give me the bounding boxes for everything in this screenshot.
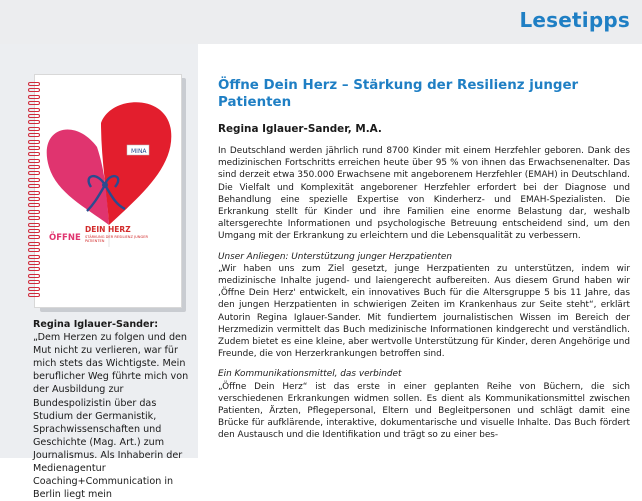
spiral-ring bbox=[28, 229, 40, 233]
spiral-ring bbox=[28, 133, 40, 137]
ribbon-knot bbox=[102, 182, 108, 188]
spiral-ring bbox=[28, 197, 40, 201]
book-cover-art bbox=[35, 75, 181, 307]
article-paragraph-3: „Öffne Dein Herz“ ist das erste in einer geplanten Reihe von Büchern, die sich verschiedenen Erkrankungen widmen sollen. Es dient als Kommunikationsmittel zwischen Patienten, Ärzten, Pflegepersonal, Eltern und Begleitpersonen und schlägt damit eine Brücke für aufklärende, interaktive, dokumentarische und visuelle Inhalte. Das Buch fördert den Austausch und die Identifikation und trägt so zu einer bes- bbox=[218, 381, 630, 441]
name-sticker-text: MINA bbox=[131, 148, 147, 155]
book-subtitle: STÄRKUNG DER RESILIENZ JUNGER PATIENTEN bbox=[85, 235, 149, 244]
spiral-ring bbox=[28, 255, 40, 259]
spiral-ring bbox=[28, 146, 40, 150]
article-author: Regina Iglauer-Sander, M.A. bbox=[218, 123, 382, 135]
spiral-ring bbox=[28, 293, 40, 297]
spiral-ring bbox=[28, 261, 40, 265]
bio-author-name: Regina Iglauer-Sander: bbox=[33, 319, 159, 330]
section-title: Lesetipps bbox=[519, 8, 630, 32]
spiral-ring bbox=[28, 203, 40, 207]
book-title-left: ÖFFNE bbox=[49, 233, 81, 243]
spiral-ring bbox=[28, 114, 40, 118]
spiral-ring bbox=[28, 216, 40, 220]
spiral-ring bbox=[28, 140, 40, 144]
spiral-ring bbox=[28, 171, 40, 175]
spiral-ring bbox=[28, 184, 40, 188]
book-image bbox=[34, 74, 186, 310]
article-subhead-2: Ein Kommunikationsmittel, das verbindet bbox=[218, 369, 402, 380]
article-title: Öffne Dein Herz – Stärkung der Resilienz junger Patienten bbox=[218, 78, 579, 110]
left-column bbox=[0, 44, 198, 501]
article-subhead-1: Unser Anliegen: Unterstützung junger Herzpatienten bbox=[218, 251, 452, 262]
author-bio bbox=[33, 318, 193, 501]
spiral-ring bbox=[28, 223, 40, 227]
spiral-ring bbox=[28, 127, 40, 131]
spiral-ring bbox=[28, 82, 40, 86]
spiral-ring bbox=[28, 235, 40, 239]
spiral-ring bbox=[28, 191, 40, 195]
article-paragraph-1: In Deutschland werden jährlich rund 8700 Kinder mit einem Herzfehler geboren. Dank des medizinischen Fortschritts erreichen heute über 95 % von ihnen das Erwachsenenalter. Das sind derzeit etwa 350.000 Erwachsene mit angeborenem Herzfehler (EMAH) in Deutschland. Die Vielfalt und Komplexität angeborener Herzfehler erfordert bei der Diagnose und Behandlung eine spezielle Expertise von Kinderherz- und EMAH-Spezialisten. Die Erkrankung stellt für Kinder und ihre Familien eine enorme Belastung dar, weshalb altersgerechte Informationen und psychologische Betreuung entscheidend sind, um den Umgang mit der Erkrankung zu erleichtern und die Lebensqualität zu verbessern. bbox=[218, 146, 630, 242]
spiral-ring bbox=[28, 267, 40, 271]
spiral-ring bbox=[28, 178, 40, 182]
article-paragraph-2: „Wir haben uns zum Ziel gesetzt, junge Herzpatienten zu unterstützen, indem wir medizinische Inhalte jugend- und laiengerecht aufbereiten. Aus diesem Grund haben wir ‚Öffne Dein Herz' entwickelt, ein innovatives Buch für die Altersgruppe 5 bis 11 Jahre, das den jungen Herzpatienten in schwierigen Zeiten im Krankenhaus zur Seite steht“, erklärt Autorin Regina Iglauer-Sander. Mit fundiertem journalistischen Wissen im Bereich der Herzmedizin vermittelt das Buch medizinische Informationen kindgerecht und verständlich. Zudem bietet es eine kleine, aber wertvolle Unterstützung für Kinder, deren Angehörige und Freunde, die von Herzerkrankungen betroffen sind. bbox=[218, 263, 630, 360]
spiral-ring bbox=[28, 120, 40, 124]
book-title-right: DEIN HERZ bbox=[85, 225, 131, 234]
book-cover bbox=[34, 74, 182, 308]
spiral-ring bbox=[28, 248, 40, 252]
spiral-ring bbox=[28, 210, 40, 214]
spiral-ring bbox=[28, 287, 40, 291]
spiral-ring bbox=[28, 152, 40, 156]
spiral-ring bbox=[28, 101, 40, 105]
spiral-ring bbox=[28, 88, 40, 92]
article bbox=[218, 78, 630, 442]
spiral-ring bbox=[28, 165, 40, 169]
spiral-ring bbox=[28, 280, 40, 284]
spiral-ring bbox=[28, 274, 40, 278]
spiral-ring bbox=[28, 95, 40, 99]
red-heart-shape bbox=[101, 102, 171, 225]
spiral-ring bbox=[28, 108, 40, 112]
spiral-binding bbox=[28, 82, 42, 302]
bio-text: „Dem Herzen zu folgen und den Mut nicht zu verlieren, war für mich stets das Wichtigste. Mein beruflicher Weg führte mich von der Ausbildung zur Bundespolizistin über das Studium der Germanistik, Sprachwissenschaften und Geschichte (Mag. Art.) zum Journalismus. Als Inhaberin der Medienagentur Coaching+Communication in Berlin liegt mein bbox=[33, 332, 189, 501]
spiral-ring bbox=[28, 242, 40, 246]
spiral-ring bbox=[28, 159, 40, 163]
